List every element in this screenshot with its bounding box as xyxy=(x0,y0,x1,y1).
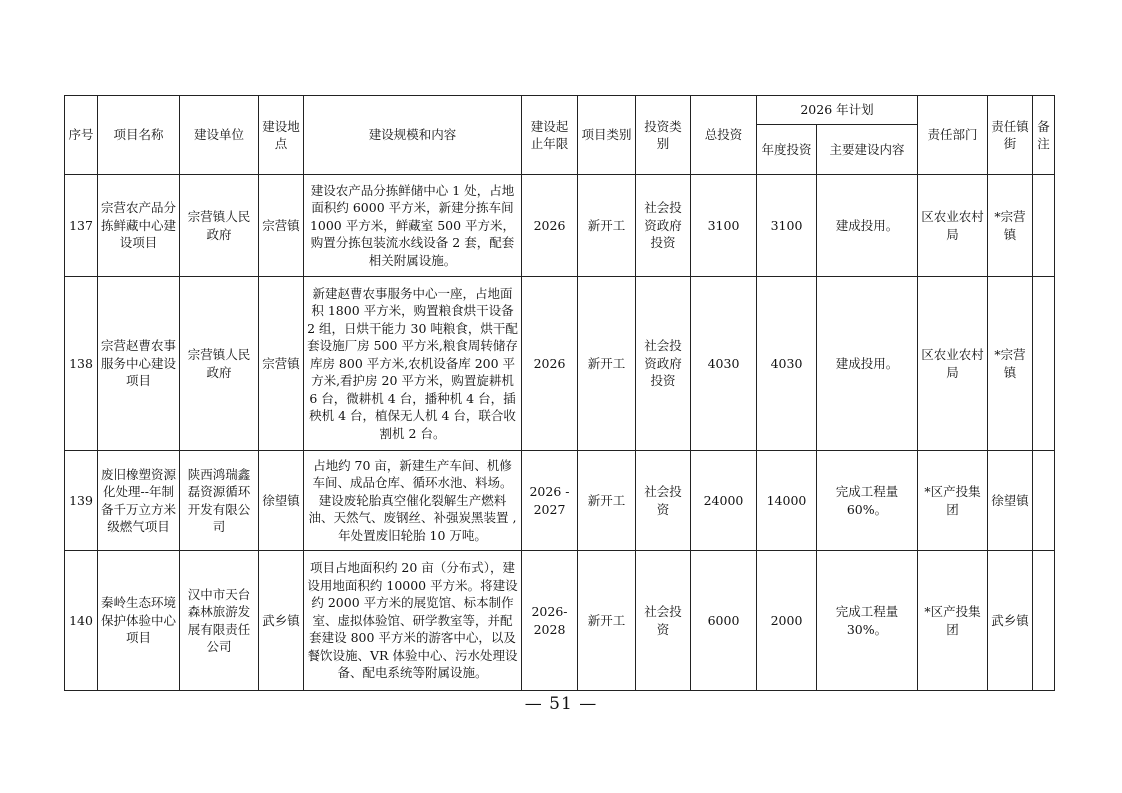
cell-seq: 140 xyxy=(65,551,98,691)
header-invest-type: 投资类别 xyxy=(636,96,691,175)
cell-annual: 4030 xyxy=(757,277,817,451)
cell-remark xyxy=(1033,175,1055,277)
cell-scale: 建设农产品分拣鲜储中心 1 处，占地面积约 6000 平方米，新建分拣车间 1000 平方米，鲜藏室 500 平方米，购置分拣包装流水线设备 2 套，配套相关附属设施。 xyxy=(304,175,522,277)
header-location: 建设地点 xyxy=(259,96,304,175)
header-total: 总投资 xyxy=(691,96,757,175)
cell-name: 废旧橡塑资源化处理--年制备千万立方米级燃气项目 xyxy=(98,451,180,551)
cell-dept: *区产投集团 xyxy=(918,551,988,691)
cell-town: 武乡镇 xyxy=(988,551,1033,691)
cell-type: 新开工 xyxy=(578,551,636,691)
cell-remark xyxy=(1033,277,1055,451)
header-town: 责任镇街 xyxy=(988,96,1033,175)
cell-period: 2026 xyxy=(522,277,578,451)
cell-name: 秦岭生态环境保护体验中心项目 xyxy=(98,551,180,691)
cell-type: 新开工 xyxy=(578,175,636,277)
project-plan-table xyxy=(64,95,1055,691)
header-type: 项目类别 xyxy=(578,96,636,175)
cell-main-content: 建成投用。 xyxy=(817,175,918,277)
header-main-content: 主要建设内容 xyxy=(817,125,918,175)
header-scale: 建设规模和内容 xyxy=(304,96,522,175)
cell-annual: 2000 xyxy=(757,551,817,691)
cell-main-content: 建成投用。 xyxy=(817,277,918,451)
table-row xyxy=(65,175,1055,277)
cell-location: 宗营镇 xyxy=(259,277,304,451)
cell-town: *宗营镇 xyxy=(988,277,1033,451)
cell-annual: 3100 xyxy=(757,175,817,277)
cell-seq: 139 xyxy=(65,451,98,551)
cell-dept: 区农业农村局 xyxy=(918,277,988,451)
header-annual: 年度投资 xyxy=(757,125,817,175)
cell-annual: 14000 xyxy=(757,451,817,551)
cell-location: 宗营镇 xyxy=(259,175,304,277)
cell-town: *宗营镇 xyxy=(988,175,1033,277)
table-row xyxy=(65,277,1055,451)
cell-name: 宗营农产品分拣鲜藏中心建设项目 xyxy=(98,175,180,277)
cell-remark xyxy=(1033,451,1055,551)
cell-invest-type: 社会投资政府投资 xyxy=(636,277,691,451)
cell-location: 徐望镇 xyxy=(259,451,304,551)
cell-unit: 陕西鸿瑞鑫磊资源循环开发有限公司 xyxy=(180,451,259,551)
cell-dept: *区产投集团 xyxy=(918,451,988,551)
cell-invest-type: 社会投资政府投资 xyxy=(636,175,691,277)
cell-name: 宗营赵曹农事服务中心建设项目 xyxy=(98,277,180,451)
cell-main-content: 完成工程量 30%。 xyxy=(817,551,918,691)
cell-period: 2026 xyxy=(522,175,578,277)
cell-main-content: 完成工程量 60%。 xyxy=(817,451,918,551)
cell-type: 新开工 xyxy=(578,451,636,551)
cell-period: 2026-2028 xyxy=(522,551,578,691)
cell-seq: 137 xyxy=(65,175,98,277)
header-name: 项目名称 xyxy=(98,96,180,175)
cell-dept: 区农业农村局 xyxy=(918,175,988,277)
cell-type: 新开工 xyxy=(578,277,636,451)
table-row xyxy=(65,551,1055,691)
cell-unit: 宗营镇人民政府 xyxy=(180,277,259,451)
cell-remark xyxy=(1033,551,1055,691)
cell-unit: 宗营镇人民政府 xyxy=(180,175,259,277)
header-dept: 责任部门 xyxy=(918,96,988,175)
header-plan-2026: 2026 年计划 xyxy=(757,96,918,125)
cell-scale: 新建赵曹农事服务中心一座，占地面积 1800 平方米，购置粮食烘干设备 2 组，日烘干能力 30 吨粮食，烘干配套设施厂房 500 平方米,粮食周转储存库房 800 平方米,农机设备库 200 平方米,看护房 20 平方米，购置旋耕机 6 台，微耕机 4 台，播种机 4 台，插秧机 4 台，植保无人机 4 台，联合收割机 2 台。 xyxy=(304,277,522,451)
cell-period: 2026 - 2027 xyxy=(522,451,578,551)
cell-location: 武乡镇 xyxy=(259,551,304,691)
cell-scale: 占地约 70 亩，新建生产车间、机修车间、成品仓库、循环水池、料场。建设废轮胎真空催化裂解生产燃料油、天然气、废钢丝、补强炭黑装置 ,年处置废旧轮胎 10 万吨。 xyxy=(304,451,522,551)
header-unit: 建设单位 xyxy=(180,96,259,175)
cell-total: 24000 xyxy=(691,451,757,551)
page-number: — 51 — xyxy=(524,694,598,714)
header-remark: 备注 xyxy=(1033,96,1055,175)
table-row xyxy=(65,451,1055,551)
cell-invest-type: 社会投资 xyxy=(636,451,691,551)
header-seq: 序号 xyxy=(65,96,98,175)
cell-unit: 汉中市天台森林旅游发展有限责任公司 xyxy=(180,551,259,691)
cell-seq: 138 xyxy=(65,277,98,451)
cell-town: 徐望镇 xyxy=(988,451,1033,551)
cell-scale: 项目占地面积约 20 亩（分布式），建设用地面积约 10000 平方米。将建设约 2000 平方米的展览馆、标本制作室、虚拟体验馆、研学教室等，并配套建设 800 平方米的游客中心，以及餐饮设施、VR 体验中心、污水处理设备、配电系统等附属设施。 xyxy=(304,551,522,691)
cell-invest-type: 社会投资 xyxy=(636,551,691,691)
cell-total: 4030 xyxy=(691,277,757,451)
cell-total: 6000 xyxy=(691,551,757,691)
header-period: 建设起止年限 xyxy=(522,96,578,175)
cell-total: 3100 xyxy=(691,175,757,277)
